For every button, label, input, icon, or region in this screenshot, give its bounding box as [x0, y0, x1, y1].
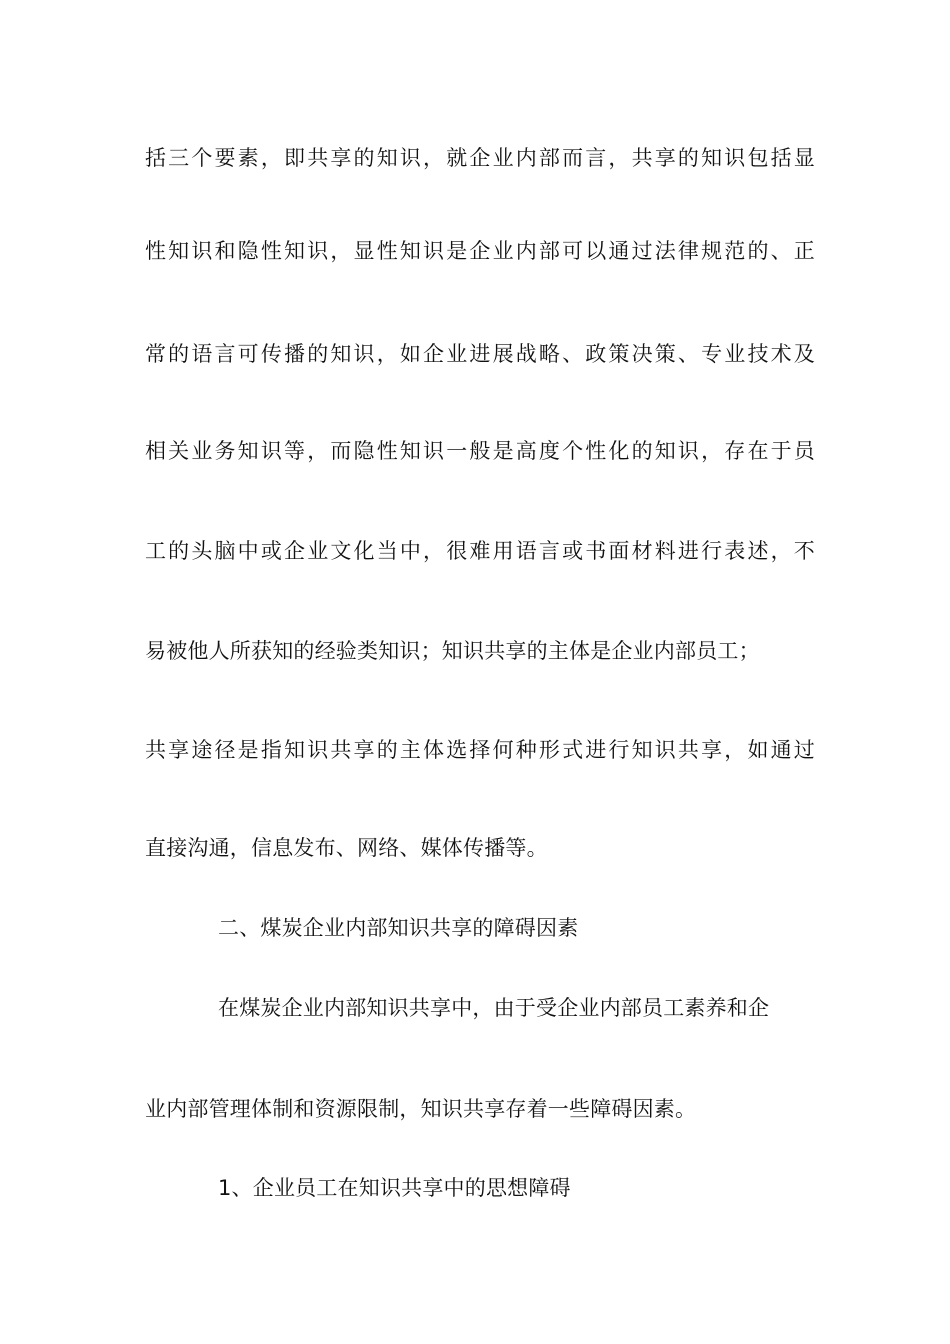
paragraph-line: 在煤炭企业内部知识共享中，由于受企业内部员工素养和企 — [218, 996, 770, 1020]
paragraph-line: 直接沟通，信息发布、网络、媒体传播等。 — [145, 836, 548, 860]
subsection-heading: 1、企业员工在知识共享中的思想障碍 — [218, 1176, 571, 1200]
paragraph-line: 业内部管理体制和资源限制，知识共享存着一些障碍因素。 — [145, 1097, 697, 1121]
paragraph-line: 常的语言可传播的知识，如企业进展战略、政策决策、专业技术及 — [145, 342, 815, 366]
paragraph-line: 工的头脑中或企业文化当中，很难用语言或书面材料进行表述，不 — [145, 539, 815, 563]
section-heading: 二、煤炭企业内部知识共享的障碍因素 — [218, 916, 579, 940]
paragraph-line: 括三个要素，即共享的知识，就企业内部而言，共享的知识包括显 — [145, 146, 815, 170]
paragraph-line: 共享途径是指知识共享的主体选择何种形式进行知识共享，如通过 — [145, 738, 815, 762]
paragraph-line: 性知识和隐性知识，显性知识是企业内部可以通过法律规范的、正 — [145, 239, 815, 263]
paragraph-line: 易被他人所获知的经验类知识；知识共享的主体是企业内部员工； — [145, 639, 760, 663]
paragraph-line: 相关业务知识等，而隐性知识一般是高度个性化的知识，存在于员 — [145, 439, 815, 463]
